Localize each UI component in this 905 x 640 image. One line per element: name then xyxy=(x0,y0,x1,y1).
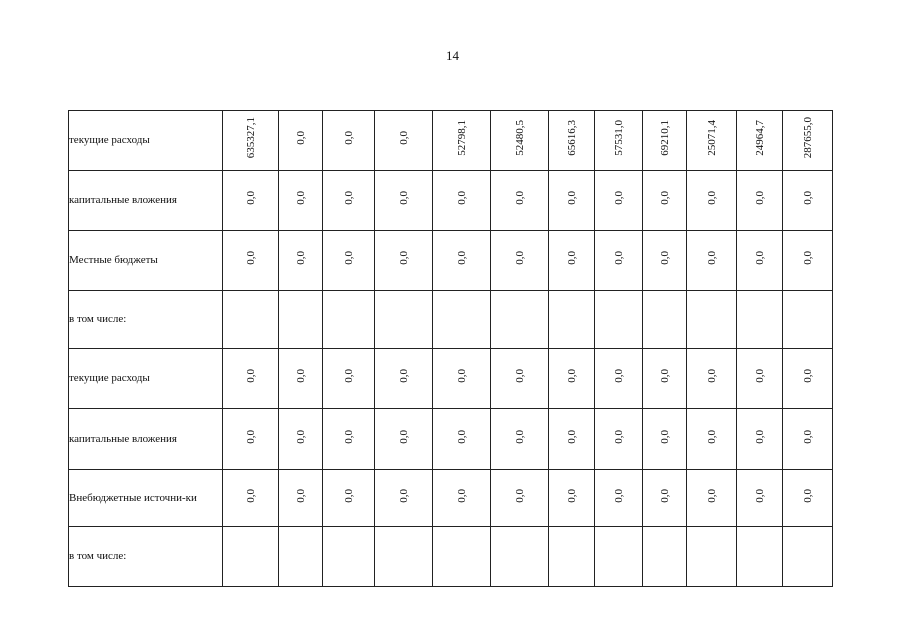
table-cell xyxy=(783,349,833,409)
cell-value: 0,0 xyxy=(801,429,814,444)
cell-value: 0,0 xyxy=(294,488,307,503)
table-cell xyxy=(687,409,737,470)
cell-value: 0,0 xyxy=(342,251,355,265)
table-cell xyxy=(549,231,595,291)
table-row xyxy=(69,171,833,231)
table-cell xyxy=(279,409,323,470)
table-cell xyxy=(687,291,737,349)
table-cell xyxy=(491,231,549,291)
cell-value: 0,0 xyxy=(658,488,671,503)
table-cell xyxy=(223,349,279,409)
table-cell xyxy=(279,527,323,587)
table-cell xyxy=(433,527,491,587)
table-cell xyxy=(687,527,737,587)
table-cell xyxy=(549,349,595,409)
cell-value: 0,0 xyxy=(244,488,257,503)
table-cell xyxy=(643,409,687,470)
cell-value: 0,0 xyxy=(801,369,814,383)
cell-value: 0,0 xyxy=(705,191,718,205)
table-cell xyxy=(323,349,375,409)
cell-value: 0,0 xyxy=(565,191,578,205)
table-cell xyxy=(687,470,737,527)
table-cell xyxy=(549,171,595,231)
cell-value: 0,0 xyxy=(455,488,468,503)
row-label: Местные бюджеты xyxy=(69,231,223,291)
table-cell xyxy=(375,111,433,171)
cell-value: 0,0 xyxy=(244,369,257,383)
table-cell xyxy=(433,231,491,291)
table-cell xyxy=(595,527,643,587)
table-cell xyxy=(595,111,643,171)
table-cell xyxy=(687,171,737,231)
cell-value: 0,0 xyxy=(513,488,526,503)
table-cell xyxy=(783,171,833,231)
row-label: текущие расходы xyxy=(69,111,223,171)
cell-value: 287655,0 xyxy=(801,117,814,159)
cell-value: 0,0 xyxy=(455,369,468,383)
table-cell xyxy=(323,291,375,349)
cell-value: 0,0 xyxy=(565,369,578,383)
cell-value: 69210,1 xyxy=(658,120,671,156)
cell-value: 0,0 xyxy=(658,251,671,265)
cell-value: 0,0 xyxy=(612,429,625,444)
cell-value: 0,0 xyxy=(513,251,526,265)
table-cell xyxy=(223,291,279,349)
table-cell xyxy=(549,527,595,587)
table-cell xyxy=(323,231,375,291)
table-row xyxy=(69,409,833,470)
cell-value: 0,0 xyxy=(801,251,814,265)
cell-value: 0,0 xyxy=(342,131,355,145)
table-cell xyxy=(737,111,783,171)
table-cell xyxy=(223,527,279,587)
table-cell xyxy=(223,470,279,527)
table-cell xyxy=(323,409,375,470)
cell-value: 0,0 xyxy=(753,191,766,205)
table-cell xyxy=(491,470,549,527)
table-cell xyxy=(549,470,595,527)
table-cell xyxy=(783,527,833,587)
table-cell xyxy=(433,111,491,171)
table-cell xyxy=(491,527,549,587)
table-cell xyxy=(279,470,323,527)
table-cell xyxy=(737,171,783,231)
table-cell xyxy=(375,349,433,409)
table-cell xyxy=(737,349,783,409)
cell-value: 0,0 xyxy=(342,488,355,503)
table-cell xyxy=(737,527,783,587)
cell-value: 0,0 xyxy=(294,251,307,265)
table-cell xyxy=(223,409,279,470)
table-cell xyxy=(223,171,279,231)
cell-value: 0,0 xyxy=(753,251,766,265)
table-cell xyxy=(549,409,595,470)
table-cell xyxy=(279,231,323,291)
table-cell xyxy=(643,527,687,587)
table-cell xyxy=(643,349,687,409)
cell-value: 0,0 xyxy=(565,429,578,444)
table-cell xyxy=(375,409,433,470)
cell-value: 0,0 xyxy=(244,429,257,444)
cell-value: 0,0 xyxy=(705,488,718,503)
table-cell xyxy=(223,231,279,291)
table-cell xyxy=(433,171,491,231)
table-cell xyxy=(491,409,549,470)
page-number: 14 xyxy=(446,48,459,63)
table-cell xyxy=(375,527,433,587)
table-row xyxy=(69,291,833,349)
cell-value: 0,0 xyxy=(565,251,578,265)
cell-value: 57531,0 xyxy=(612,120,625,156)
table-row xyxy=(69,231,833,291)
cell-value: 0,0 xyxy=(658,369,671,383)
cell-value: 635327,1 xyxy=(244,117,257,159)
cell-value: 0,0 xyxy=(513,429,526,444)
cell-value: 0,0 xyxy=(342,429,355,444)
cell-value: 0,0 xyxy=(397,429,410,444)
table-cell xyxy=(643,231,687,291)
table-cell xyxy=(595,231,643,291)
cell-value: 0,0 xyxy=(753,429,766,444)
table-cell xyxy=(549,291,595,349)
table-cell xyxy=(687,231,737,291)
cell-value: 0,0 xyxy=(753,369,766,383)
table-cell xyxy=(643,470,687,527)
table-cell xyxy=(323,111,375,171)
table-row xyxy=(69,470,833,527)
row-label: капитальные вложения xyxy=(69,171,223,231)
cell-value: 0,0 xyxy=(397,251,410,265)
table-cell xyxy=(433,291,491,349)
cell-value: 0,0 xyxy=(513,191,526,205)
table-row xyxy=(69,111,833,171)
cell-value: 0,0 xyxy=(455,251,468,265)
cell-value: 0,0 xyxy=(244,191,257,205)
table-cell xyxy=(433,409,491,470)
table-cell xyxy=(375,231,433,291)
table-cell xyxy=(491,291,549,349)
cell-value: 0,0 xyxy=(705,429,718,444)
table-cell xyxy=(737,291,783,349)
table-cell xyxy=(549,111,595,171)
cell-value: 0,0 xyxy=(455,429,468,444)
table-cell xyxy=(279,111,323,171)
table-cell xyxy=(279,349,323,409)
table-cell xyxy=(279,291,323,349)
cell-value: 0,0 xyxy=(397,191,410,205)
table-cell xyxy=(595,470,643,527)
table-cell xyxy=(783,231,833,291)
table-cell xyxy=(323,527,375,587)
table-cell xyxy=(491,171,549,231)
row-label: капитальные вложения xyxy=(69,409,223,470)
budget-table xyxy=(68,110,833,587)
table-cell xyxy=(433,349,491,409)
cell-value: 0,0 xyxy=(294,191,307,205)
table-cell xyxy=(433,470,491,527)
row-label: в том числе: xyxy=(69,527,223,587)
cell-value: 0,0 xyxy=(705,369,718,383)
cell-value: 65616,3 xyxy=(565,120,578,156)
table-row xyxy=(69,349,833,409)
cell-value: 0,0 xyxy=(612,369,625,383)
table-cell xyxy=(783,291,833,349)
table-cell xyxy=(737,231,783,291)
row-label: текущие расходы xyxy=(69,349,223,409)
table-cell xyxy=(375,470,433,527)
table-cell xyxy=(643,111,687,171)
cell-value: 0,0 xyxy=(705,251,718,265)
cell-value: 0,0 xyxy=(658,191,671,205)
cell-value: 52480,5 xyxy=(513,120,526,156)
table-cell xyxy=(687,111,737,171)
table-cell xyxy=(643,291,687,349)
table-cell xyxy=(595,291,643,349)
table-cell xyxy=(783,409,833,470)
table-cell xyxy=(375,291,433,349)
cell-value: 24964,7 xyxy=(753,120,766,156)
cell-value: 25071,4 xyxy=(705,120,718,156)
cell-value: 0,0 xyxy=(294,369,307,383)
cell-value: 52798,1 xyxy=(455,120,468,156)
cell-value: 0,0 xyxy=(801,488,814,503)
table-cell xyxy=(783,111,833,171)
row-label: Внебюджетные источни-ки xyxy=(69,470,223,527)
row-label: в том числе: xyxy=(69,291,223,349)
cell-value: 0,0 xyxy=(294,131,307,145)
table-cell xyxy=(223,111,279,171)
cell-value: 0,0 xyxy=(294,429,307,444)
table-cell xyxy=(737,470,783,527)
cell-value: 0,0 xyxy=(612,251,625,265)
table-cell xyxy=(595,171,643,231)
cell-value: 0,0 xyxy=(513,369,526,383)
cell-value: 0,0 xyxy=(244,251,257,265)
table-cell xyxy=(737,409,783,470)
cell-value: 0,0 xyxy=(397,488,410,503)
table-cell xyxy=(687,349,737,409)
cell-value: 0,0 xyxy=(455,191,468,205)
table-cell xyxy=(323,171,375,231)
table-cell xyxy=(491,349,549,409)
cell-value: 0,0 xyxy=(801,191,814,205)
cell-value: 0,0 xyxy=(342,191,355,205)
table-cell xyxy=(643,171,687,231)
table-cell xyxy=(595,409,643,470)
cell-value: 0,0 xyxy=(612,488,625,503)
cell-value: 0,0 xyxy=(397,131,410,145)
table-cell xyxy=(323,470,375,527)
table-cell xyxy=(491,111,549,171)
cell-value: 0,0 xyxy=(397,369,410,383)
cell-value: 0,0 xyxy=(658,429,671,444)
table-cell xyxy=(595,349,643,409)
table-cell xyxy=(375,171,433,231)
cell-value: 0,0 xyxy=(612,191,625,205)
table-cell xyxy=(279,171,323,231)
table-cell xyxy=(783,470,833,527)
cell-value: 0,0 xyxy=(565,488,578,503)
cell-value: 0,0 xyxy=(342,369,355,383)
cell-value: 0,0 xyxy=(753,488,766,503)
table-row xyxy=(69,527,833,587)
